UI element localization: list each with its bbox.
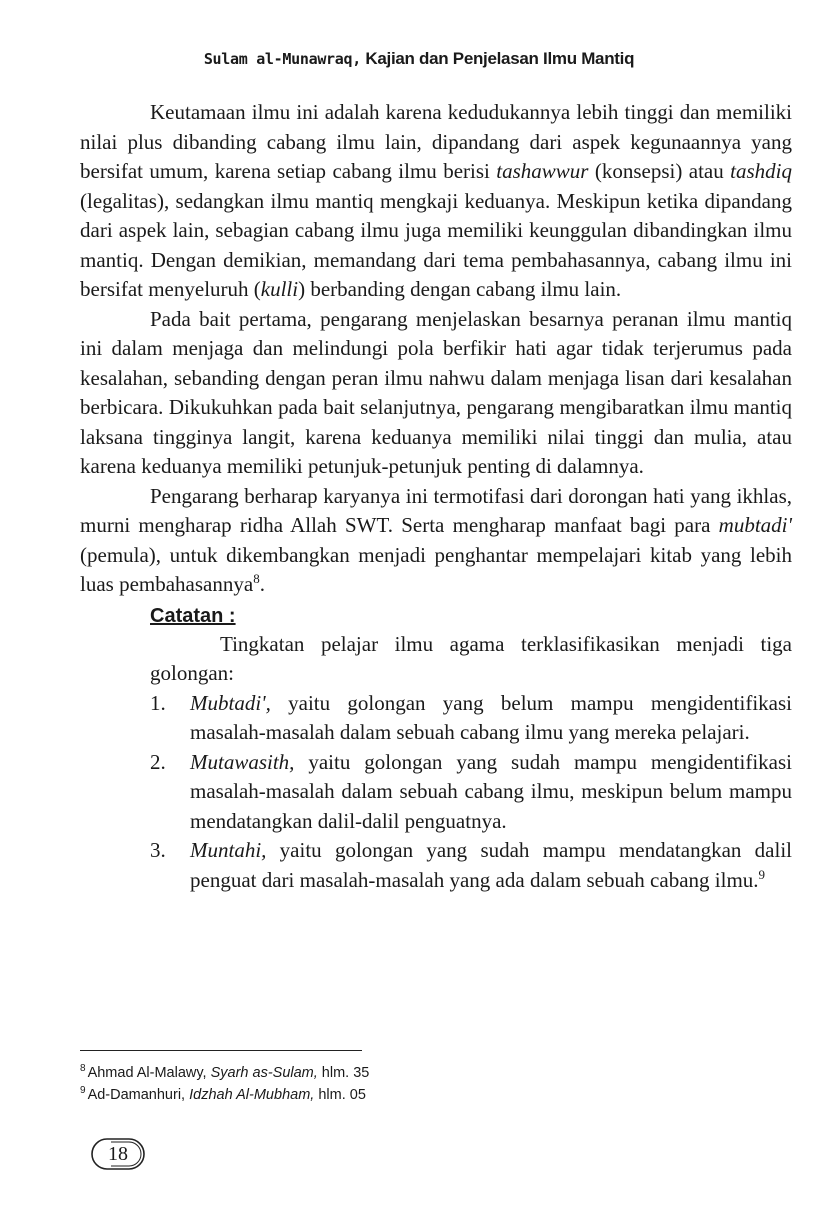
paragraph-3 xyxy=(80,482,792,600)
note-title: Catatan : xyxy=(150,604,236,627)
list-item xyxy=(150,748,792,837)
footnote-page: hlm. 35 xyxy=(317,1065,370,1081)
footnote-page: hlm. 05 xyxy=(314,1087,366,1103)
term-kulli: kulli xyxy=(260,277,299,301)
paragraph-1-part-d: ) berbanding dengan cabang ilmu lain. xyxy=(298,277,622,301)
footnotes xyxy=(80,1062,780,1106)
list-item-number: 1. xyxy=(150,690,166,715)
paragraph-1-part-a: Keutamaan ilmu ini adalah karena kedudukannya lebih tinggi dan memiliki nilai plus dibanding cabang ilmu lain, dipandang dari aspek kegunaannya yang bersifat umum, karena setiap cabang ilmu berisi xyxy=(80,100,792,183)
footnote-ref-9[interactable]: 9 xyxy=(758,866,766,882)
note-intro: Tingkatan pelajar ilmu agama terklasifikasikan menjadi tiga golongan: xyxy=(150,631,792,685)
page-number-badge xyxy=(90,1137,146,1171)
term-mubtadi: mubtadi' xyxy=(718,513,792,537)
footnote-work: Syarh as-Sulam, xyxy=(210,1065,318,1081)
paragraph-1-part-b: (konsepsi) atau xyxy=(588,159,731,183)
paragraph-1 xyxy=(80,98,792,305)
list-item-term: Mutawasith, xyxy=(190,749,295,774)
page-number: 18 xyxy=(108,1143,128,1165)
paragraph-3-part-b: (pemula), untuk dikembangkan menjadi penghantar mempelajari kitab yang lebih luas pembahasannya xyxy=(80,542,792,596)
list-item-term: Muntahi, xyxy=(190,838,267,862)
note-list xyxy=(150,689,792,896)
list-item xyxy=(150,836,792,895)
footnote-number: 9 xyxy=(80,1085,86,1097)
list-item-number: 2. xyxy=(150,749,166,774)
footnote-divider xyxy=(80,1050,362,1051)
paragraph-3-part-c: . xyxy=(259,572,265,596)
term-tashdiq: tashdiq xyxy=(730,159,792,183)
list-item-text: yaitu golongan yang belum mampu mengidentifikasi masalah-masalah dalam sebuah cabang ilmu yang mereka pelajari. xyxy=(190,690,792,744)
header-title-rest: Kajian dan Penjelasan Ilmu Mantiq xyxy=(360,49,635,68)
list-item-term: Mubtadi', xyxy=(190,690,271,715)
paragraph-1-part-c: (legalitas), sedangkan ilmu mantiq mengkaji keduanya. Meskipun ketika dipandang dari aspek lain, sebagian cabang ilmu juga memiliki keunggulan dibandingkan ilmu mantiq. Dengan demikian, memandang dari tema pembahasannya, cabang ilmu ini bersifat menyeluruh ( xyxy=(80,188,792,301)
footnote-ref-8[interactable]: 8 xyxy=(253,571,260,586)
paragraph-2: Pada bait pertama, pengarang menjelaskan besarnya peranan ilmu mantiq ini dalam menjaga dan melindungi pola berfikir hati agar tidak terjerumus pada kesalahan, sebanding dengan peran ilmu nahwu dalam menjaga lisan dari kesalahan berbicara. Dikukuhkan pada bait selanjutnya, pengarang mengibaratkan ilmu mantiq laksana tingginya langit, karena keduanya memiliki nilai tinggi dan mulia, atau karena keduanya memiliki petunjuk-petunjuk penting di dalamnya. xyxy=(80,306,792,478)
list-item-text: yaitu golongan yang sudah mampu mengidentifikasi masalah-masalah dalam sebuah cabang ilmu, meskipun belum mampu mendatangkan dalil-dalil penguatnya. xyxy=(190,749,792,833)
note-block xyxy=(150,602,792,896)
paragraph-3-part-a: Pengarang berharap karyanya ini termotifasi dari dorongan hati yang ikhlas, murni mengharap ridha Allah SWT. Serta mengharap manfaat bagi para xyxy=(80,483,792,537)
list-item-text: yaitu golongan yang sudah mampu mendatangkan dalil penguat dari masalah-masalah yang ada dalam sebuah cabang ilmu. xyxy=(190,838,792,892)
term-tashawwur: tashawwur xyxy=(496,159,589,183)
running-header xyxy=(0,49,838,69)
main-text xyxy=(80,98,792,895)
footnote-work: Idzhah Al-Mubham, xyxy=(189,1087,315,1103)
footnote-author: Ahmad Al-Malawy, xyxy=(87,1065,211,1081)
footnote-9 xyxy=(80,1084,780,1106)
list-item-number: 3. xyxy=(150,838,166,862)
header-title-mono: Sulam al-Munawraq, xyxy=(203,50,361,68)
footnote-author: Ad-Damanhuri, xyxy=(87,1087,190,1103)
footnote-number: 8 xyxy=(80,1063,86,1075)
list-item xyxy=(150,689,792,748)
footnote-8 xyxy=(80,1062,780,1084)
